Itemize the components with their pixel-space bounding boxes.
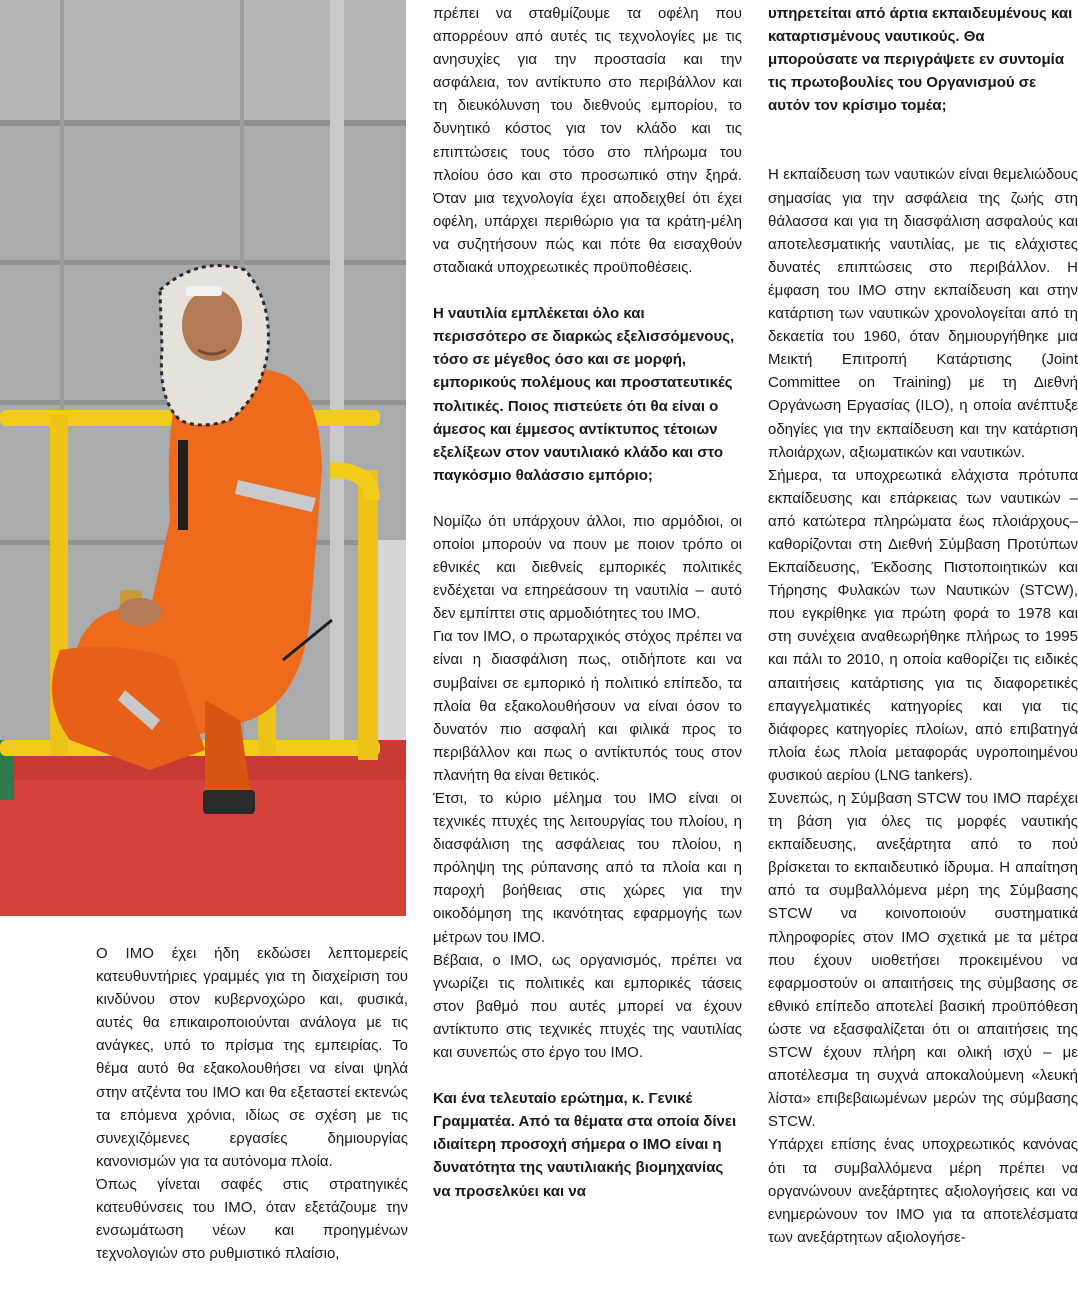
column3-paragraph-1: Η εκπαίδευση των ναυτικών είναι θεμελιώδους σημασίας για την ασφάλεια της ζωής στη θάλασσα και για τη διασφάλιση ασφαλούς και αποτελεσματικής ναυτιλίας, με τις ελάχιστες δυνατές επιπτώσεις στο περιβάλλον. Η έμφαση του IMO στην εκπαίδευση και στην κατάρτιση των ναυτικών χρονολογείται από τη δεκαετία του 1960, όταν δημιουργήθηκε μια Μεικτή Επιτροπή Κατάρτισης (Joint Committee on Training) με τη Διεθνή Οργάνωση Εργασίας (ILO), η οποία ανέπτυξε οδηγίες για την εκπαίδευση και την κατάρτιση πλοιάρχων, αξιωματικών και ναυτικών. [768,166,1078,461]
column2-paragraph-3: Για τον IMO, ο πρωταρχικός στόχος πρέπει να είναι η διασφάλιση πως, οτιδήποτε και να συμβαίνει σε εμπορικό ή πολιτικό επίπεδο, τα πλοία θα εξακολουθήσουν να είναι όσον το δυνατόν πιο ασφαλή και φιλικά προς το περιβάλλον και πως ο αντίκτυπός τους στον πλανήτη θα είναι θετικός. [433,628,742,784]
interview-question-2: Και ένα τελευταίο ερώτημα, κ. Γενικέ Γραμματέα. Από τα θέματα στα οποία δίνει ιδιαίτερη προσοχή σήμερα ο IMO είναι η δυνατότητα της ναυτιλιακής βιομηχανίας να προσελκύει και να [433,1090,737,1200]
article-column-1 [96,942,408,1291]
column2-paragraph-4: Έτσι, το κύριο μέλημα του IMO είναι οι τεχνικές πτυχές της λειτουργίας του πλοίου, η διασφάλιση της ασφάλειας του πλοίου, η πρόληψη της ρύπανσης από τα πλοία και η παροχή βοήθειας στις χώρες για την οικοδόμηση της ικανότητας εφαρμογής των μέτρων του IMO. [433,790,742,946]
seafarer-photo [0,0,406,916]
column2-paragraph-2: Νομίζω ότι υπάρχουν άλλοι, πιο αρμόδιοι, οι οποίοι μπορούν να πουν με ποιον τρόπο οι εθνικές και διεθνείς εμπορικές πολιτικές ενδέχεται να επηρεάσουν τη ναυτιλία – αυτό δεν εμπίπτει στις αρμοδιότητες του IMO. [433,512,742,623]
column1-paragraph-2: Όπως γίνεται σαφές στις στρατηγικές κατευθύνσεις του IMO, όταν εξετάζουμε την ενσωμάτωση νέων και προηγμένων τεχνολογιών στο ρυθμιστικό πλαίσιο, [96,1175,408,1263]
interview-question-2-continued: υπηρετείται από άρτια εκπαιδευμένους και καταρτισμένους ναυτικούς. Θα μπορούσατε να περιγράψετε εν συντομία τις πρωτοβουλίες του Οργανισμού σε αυτόν τον κρίσιμο τομέα; [768,5,1073,115]
column3-paragraph-3: Συνεπώς, η Σύμβαση STCW του IMO παρέχει τη βάση για όλες τις μορφές ναυτικής εκπαίδευσης, ανεξάρτητα από το πού βρίσκεται το εκπαιδευτικό ίδρυμα. Η απαίτηση από τα συμβαλλόμενα μέρη της Σύμβασης STCW να κοινοποιούν συστηματικά πληροφορίες στον IMO σχετικά με τα μέτρα που έχουν υιοθετήσει προκειμένου να εφαρμοστούν οι απαιτήσεις της σύμβασης σε εθνικό επίπεδο αποτελεί βασική προϋπόθεση ώστε να εξασφαλίζεται ότι οι απαιτήσεις της STCW έχουν πλήρη και ολική ισχύ – με αποτέλεσμα τη συχνά αποκαλούμενη «λευκή λίστα» επιβεβαιωμένων μερών της σύμβασης STCW. [768,790,1078,1131]
column3-paragraph-4: Υπάρχει επίσης ένας υποχρεωτικός κανόνας ότι τα συμβαλλόμενα μέρη πρέπει να οργανώνουν ανεξάρτητες αξιολογήσεις και να ενημερώνουν τον IMO για τα αποτελέσματα των ανεξάρτητων αξιολογήσε- [768,1136,1078,1246]
article-column-2 [433,2,742,1293]
interview-question-1: Η ναυτιλία εμπλέκεται όλο και περισσότερο σε διαρκώς εξελισσόμενους, τόσο σε μέγεθος όσο και σε μορφή, εμπορικούς πολέμους και προστατευτικές πολιτικές. Ποιος πιστεύετε ότι θα είναι ο άμεσος και έμμεσος αντίκτυπος τέτοιων εξελίξεων στον ναυτιλιακό κλάδο και στο παγκόσμιο θαλάσσιο εμπόριο; [433,305,735,484]
article-column-3 [768,2,1078,1293]
column2-paragraph-5: Βέβαια, ο IMO, ως οργανισμός, πρέπει να γνωρίζει τις πολιτικές και εμπορικές τάσεις στον βαθμό που αυτές μπορεί να έχουν αντίκτυπο στις τεχνικές πτυχές της ναυτιλίας και συνεπώς στο έργο του IMO. [433,951,742,1062]
seafarer-illustration [0,0,406,916]
column3-paragraph-2: Σήμερα, τα υποχρεωτικά ελάχιστα πρότυπα εκπαίδευσης και επάρκειας των ναυτικών –από κατώτερα πληρώματα έως πλοιάρχους– καθορίζονται στη Διεθνή Σύμβαση Προτύπων Εκπαίδευσης, Έκδοσης Πιστοποιητικών και Τήρησης Φυλακών των Ναυτικών (STCW), που εγκρίθηκε για πρώτη φορά το 1978 και στη συνέχεια αναθεωρήθηκε πλήρως το 1995 και πάλι το 2010, η οποία καθορίζει τις ειδικές απαιτήσεις κατάρτισης για τις διαφορετικές επαγγελματικές κατηγορίες και για τις διάφορες κατηγορίες πλοίων, από επιβατηγά πλοία έως πλοία μεταφοράς υγροποιημένου φυσικού αερίου (LNG tankers). [768,466,1078,784]
column1-paragraph-1: Ο IMO έχει ήδη εκδώσει λεπτομερείς κατευθυντήριες γραμμές για τη διαχείριση του κινδύνου στον κυβερνοχώρο και, φυσικά, αυτές θα επικαιροποιούνται ανάλογα με τις ανάγκες, υπό το πρίσμα της εμπειρίας. Το θέμα αυτό θα εξακολουθήσει να είναι ψηλά στην ατζέντα του IMO και θα εξεταστεί εκτενώς τα επόμενα χρόνια, ιδίως σε σχέση με τις συνεχιζόμενες εργασίες δημιουργίας κανονισμών για τα αυτόνομα πλοία. [96,945,408,1170]
column2-paragraph-1: πρέπει να σταθμίζουμε τα οφέλη που απορρέουν από αυτές τις τεχνολογίες με τις ανησυχίες για την προστασία και την ασφάλεια, τον αντίκτυπο στο περιβάλλον και τη διευκόλυνση του διεθνούς εμπορίου, το δυνητικό κόστος για τον κλάδο και τις επιπτώσεις τους τόσο στο πλήρωμα του πλοίου όσο και στο προσωπικό στην ξηρά. Όταν μια τεχνολογία έχει αποδειχθεί ότι έχει οφέλη, υπάρχει περιθώριο για τα κράτη-μέλη να συζητήσουν πώς και πότε θα εισαχθούν σταδιακά υποχρεωτικές προϋποθέσεις. [433,5,742,277]
